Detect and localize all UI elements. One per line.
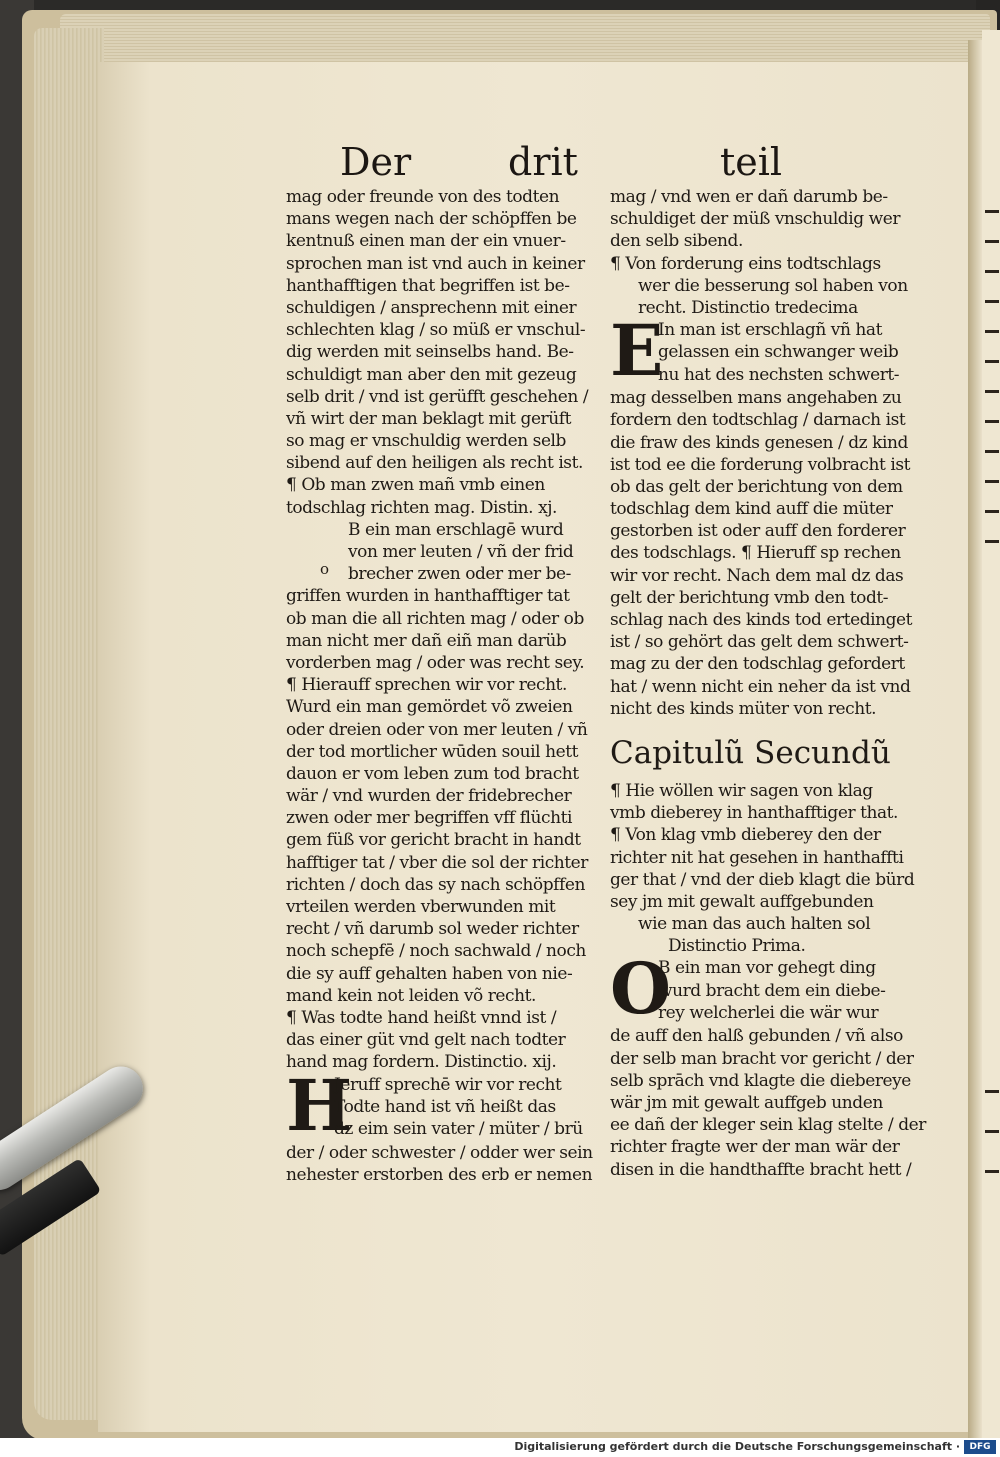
text-line: der tod mortlicher wūden souil hett (286, 741, 578, 762)
text-line: hanthafftigen that begriffen ist be- (286, 275, 570, 296)
text-line: vorderben mag / oder was recht sey. (286, 652, 585, 673)
text-line: richter nit hat gesehen in hanthaffti (610, 847, 904, 868)
initial-block (610, 309, 950, 393)
text-line: wär jm mit gewalt auffgeb unden (610, 1093, 883, 1113)
text-line: rey welcherlei die wär wur (658, 1002, 879, 1023)
text-line: recht. Distinctio tredecima (638, 297, 858, 318)
text-line: hat / wenn nicht ein neher da ist vnd (610, 676, 911, 697)
text-line: wer die besserung sol haben von (638, 275, 908, 296)
text-line: dauon er vom leben zum tod bracht (286, 763, 579, 784)
text-line: ¶ Hierauff sprechen wir vor recht. (286, 675, 567, 696)
text-line: de auff den halß gebunden / vñ also (610, 1026, 903, 1047)
text-line: richter fragte wer der man wär der (610, 1137, 900, 1158)
text-line: den selb sibend. (610, 231, 743, 252)
header-mid: drit (508, 140, 578, 184)
text-line: Wurd ein man gemördet võ zweien (286, 697, 573, 718)
header-left: Der (340, 140, 412, 184)
text-line: todschlag dem kind auff die müter (610, 499, 893, 520)
text-line: die fraw des kinds genesen / dz kind (610, 432, 908, 453)
text-line: schuldigen / ansprechenn mit einer (286, 297, 577, 318)
text-line: hafftiger tat / vber die sol der richter (286, 852, 588, 873)
text-line: der / oder schwester / odder wer sein (286, 1142, 593, 1163)
text-line: gelassen ein schwanger weib (658, 342, 899, 363)
text-line: wir vor recht. Nach dem mal dz das (610, 565, 904, 586)
text-line: ¶ Von klag vmb dieberey den der (610, 825, 881, 846)
text-line: gestorben ist oder auff den forderer (610, 521, 906, 542)
text-line: kentnuß einen man der ein vnuer- (286, 231, 566, 252)
text-line: zwen oder mer begriffen vff flüchti (286, 808, 572, 829)
text-line: selb sprāch vnd klagte die diebereye (610, 1070, 911, 1091)
text-line: hand mag fordern. Distinctio. xij. (286, 1052, 557, 1073)
text-line: der selb man bracht vor gericht / der (610, 1048, 914, 1069)
text-line: nu hat des nechsten schwert- (658, 364, 900, 385)
text-line: die sy auff gehalten haben von nie- (286, 963, 573, 984)
running-header (0, 140, 1000, 190)
dfg-logo-icon: DFG (964, 1440, 996, 1454)
text-line: ob das gelt der berichtung von dem (610, 476, 903, 497)
text-line: vrteilen werden vberwunden mit (286, 897, 556, 917)
text-line: In man ist erschlagñ vñ hat (658, 320, 882, 341)
decorated-initial: H (286, 1063, 352, 1147)
text-line: ist / so gehört das gelt dem schwert- (610, 632, 909, 653)
text-line: sey jm mit gewalt auffgebunden (610, 891, 874, 912)
text-line: nehester erstorben des erb er nemen (286, 1164, 593, 1185)
text-line: schuldiget der müß vnschuldig wer (610, 209, 901, 230)
text-line: man nicht mer dañ eiñ man darüb (286, 630, 567, 651)
text-column-right (610, 186, 950, 1181)
text-line: noch schepfē / noch sachwald / noch (286, 941, 586, 962)
text-line: mans wegen nach der schöpffen be (286, 209, 577, 230)
initial-block (610, 947, 950, 1031)
initial-block (286, 1063, 626, 1147)
text-line: dig werden mit seinselbs hand. Be- (286, 342, 574, 363)
text-line: schuldigt man aber den mit gezeug (286, 364, 577, 385)
text-column-left (286, 186, 626, 1186)
text-line: mand kein not leiden võ recht. (286, 985, 536, 1006)
text-line: mag / vnd wen er dañ darumb be- (610, 187, 888, 207)
text-line: wurd bracht dem ein diebe- (658, 980, 886, 1001)
text-line: sibend auf den heiligen als recht ist. (286, 453, 583, 474)
text-line: recht / vñ darumb sol weder richter (286, 919, 579, 940)
text-line: brecher zwen oder mer be- (348, 564, 571, 585)
text-line: mag zu der den todschlag gefordert (610, 654, 905, 675)
text-line: ¶ Was todte hand heißt vnnd ist / (286, 1007, 557, 1028)
text-line: ob man die all richten mag / oder ob (286, 608, 584, 629)
text-line: Todte hand ist vñ heißt das (334, 1096, 556, 1117)
text-line: mag desselben mans angehaben zu (610, 388, 902, 409)
footer-credit: Digitalisierung gefördert durch die Deutsche Forschungsgemeinschaft · (514, 1440, 960, 1453)
text-line: griffen wurden in hanthafftiger tat (286, 586, 570, 607)
text-line: ¶ Ob man zwen mañ vmb einen (286, 475, 545, 496)
next-page-edge (982, 30, 1000, 1440)
text-line: von mer leuten / vñ der frid (348, 542, 574, 562)
text-line: schlag nach des kinds tod ertedinget (610, 610, 913, 630)
footer-bar (0, 1438, 1000, 1457)
decorated-initial: O (610, 947, 671, 1031)
text-line: todschlag richten mag. Distin. xj. (286, 497, 558, 518)
text-line: dz eim sein vater / müter / brü (334, 1118, 583, 1139)
text-line: sprochen man ist vnd auch in keiner (286, 253, 585, 274)
text-line: das einer güt vnd gelt nach todter (286, 1030, 566, 1051)
text-line: vñ wirt der man beklagt mit gerüft (286, 408, 571, 429)
chapter-heading: Capitulũ Secundũ (610, 734, 891, 771)
text-line: ee dañ der kleger sein klag stelte / der (610, 1115, 926, 1136)
text-line: mag oder freunde von des todten (286, 187, 560, 207)
text-line: richten / doch das sy nach schöpffen (286, 874, 585, 895)
margin-note: o (320, 560, 330, 578)
text-line: ¶ Von forderung eins todtschlags (610, 253, 881, 274)
text-line: ger that / vnd der dieb klagt die bürd (610, 869, 915, 890)
text-line: schlechten klag / so müß er vnschul- (286, 320, 586, 341)
text-line: nicht des kinds müter von recht. (610, 698, 877, 719)
text-line: B ein man vor gehegt ding (658, 958, 876, 979)
text-line: oder dreien oder von mer leuten / vñ (286, 719, 588, 740)
header-right: teil (720, 140, 783, 184)
decorated-initial: E (610, 309, 663, 393)
text-line: Jeruff sprechē wir vor recht (334, 1074, 562, 1095)
text-line: des todschlags. ¶ Hieruff sp rechen (610, 543, 901, 564)
text-line: wär / vnd wurden der fridebrecher (286, 786, 572, 807)
text-line: fordern den todtschlag / darnach ist (610, 410, 906, 431)
text-line: B ein man erschlagē wurd (348, 519, 564, 540)
text-line: Distinctio Prima. (668, 936, 806, 957)
text-line: gelt der berichtung vmb den todt- (610, 587, 889, 608)
text-line: gem füß vor gericht bracht in handt (286, 830, 581, 851)
text-line: vmb dieberey in hanthafftiger that. (610, 803, 898, 824)
text-line: so mag er vnschuldig werden selb (286, 431, 566, 452)
text-line: ist tod ee die forderung volbracht ist (610, 454, 910, 475)
text-line: selb drit / vnd ist gerüfft geschehen / (286, 386, 589, 407)
text-line: disen in die handthaffte bracht hett / (610, 1159, 912, 1180)
text-line: wie man das auch halten sol (638, 914, 871, 935)
text-line: ¶ Hie wöllen wir sagen von klag (610, 780, 873, 801)
